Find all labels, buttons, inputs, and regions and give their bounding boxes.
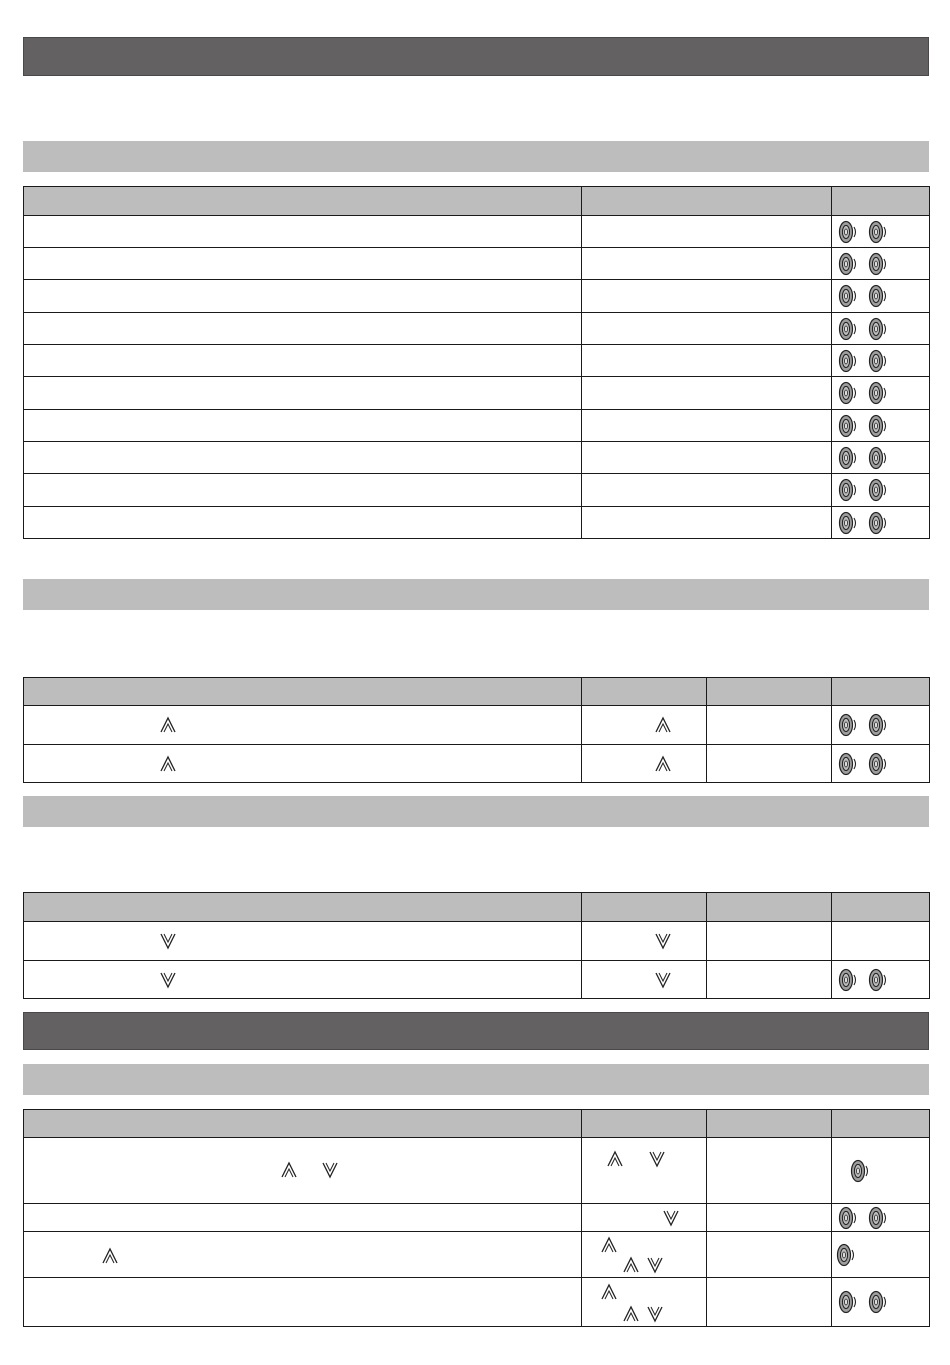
speaker-cell: [832, 248, 930, 280]
down-caret-icon: [321, 1161, 339, 1179]
table-row: [24, 1204, 930, 1232]
down-caret-icon: [662, 1209, 680, 1227]
table-row: [24, 745, 930, 783]
table-header-cell: [582, 893, 707, 922]
speaker-icon: [868, 1205, 888, 1231]
table-header-row: [24, 678, 930, 706]
section-header-bar: [23, 1012, 929, 1050]
table-header-cell: [707, 678, 832, 706]
speaker-cell: [832, 745, 930, 783]
table-row: [24, 377, 930, 410]
speaker-icon: [838, 413, 858, 439]
speaker-icon: [868, 380, 888, 406]
table-row: [24, 345, 930, 377]
speaker-cell: [832, 345, 930, 377]
table-header-cell: [582, 678, 707, 706]
speaker-icon: [838, 380, 858, 406]
table-2: [23, 677, 930, 783]
speaker-icon: [868, 219, 888, 245]
speaker-icon: [850, 1158, 870, 1184]
speaker-cell: [832, 474, 930, 507]
speaker-icon: [838, 477, 858, 503]
table-cell: [24, 961, 582, 999]
speaker-cell: [832, 706, 930, 745]
table-1: [23, 186, 930, 539]
table-row: [24, 1278, 930, 1327]
table-row: [24, 961, 930, 999]
up-caret-icon: [600, 1283, 618, 1301]
section-subheader-bar: [23, 1064, 929, 1095]
table-cell: [582, 1204, 707, 1232]
speaker-icon: [838, 283, 858, 309]
speaker-icon: [838, 219, 858, 245]
speaker-icon: [868, 712, 888, 738]
speaker-icon: [838, 510, 858, 536]
table-cell: [582, 961, 707, 999]
speaker-icon: [868, 751, 888, 777]
table-header-cell: [832, 678, 930, 706]
section-header-bar: [23, 37, 929, 76]
table-header-cell: [707, 893, 832, 922]
table-header-row: [24, 187, 930, 216]
table-row: [24, 922, 930, 961]
speaker-icon: [838, 751, 858, 777]
speaker-icon: [836, 1242, 856, 1268]
table-header-cell: [582, 187, 832, 216]
up-caret-icon: [622, 1305, 640, 1323]
speaker-cell: [832, 1278, 930, 1327]
table-row: [24, 410, 930, 442]
speaker-cell: [832, 410, 930, 442]
speaker-icon: [838, 1205, 858, 1231]
down-caret-icon: [159, 971, 177, 989]
speaker-cell: [832, 1138, 930, 1204]
table-cell: [582, 1232, 707, 1278]
table-row: [24, 442, 930, 474]
down-caret-icon: [654, 932, 672, 950]
speaker-icon: [838, 967, 858, 993]
speaker-icon: [868, 1289, 888, 1315]
down-caret-icon: [646, 1305, 664, 1323]
speaker-icon: [838, 251, 858, 277]
section-subheader-bar: [23, 796, 929, 827]
section-subheader-bar: [23, 141, 929, 172]
speaker-icon: [868, 348, 888, 374]
speaker-cell: [832, 313, 930, 345]
up-caret-icon: [654, 755, 672, 773]
speaker-icon: [868, 283, 888, 309]
table-cell: [24, 922, 582, 961]
table-3: [23, 892, 930, 999]
table-row: [24, 1232, 930, 1278]
table-4: [23, 1109, 930, 1327]
table-cell: [24, 1232, 582, 1278]
up-caret-icon: [622, 1256, 640, 1274]
table-row: [24, 507, 930, 539]
table-row: [24, 706, 930, 745]
section-subheader-bar: [23, 579, 929, 610]
down-caret-icon: [654, 971, 672, 989]
table-header-cell: [707, 1110, 832, 1138]
up-caret-icon: [654, 716, 672, 734]
table-header-cell: [582, 1110, 707, 1138]
down-caret-icon: [646, 1256, 664, 1274]
table-header-cell: [24, 187, 582, 216]
table-row: [24, 1138, 930, 1204]
speaker-cell: [832, 216, 930, 248]
table-header-cell: [832, 187, 930, 216]
up-caret-icon: [101, 1247, 119, 1265]
table-row: [24, 216, 930, 248]
speaker-icon: [868, 251, 888, 277]
table-cell: [582, 1278, 707, 1327]
table-cell: [582, 922, 707, 961]
speaker-cell: [832, 961, 930, 999]
table-cell: [582, 745, 707, 783]
table-header-row: [24, 893, 930, 922]
speaker-icon: [868, 510, 888, 536]
table-cell: [24, 745, 582, 783]
up-caret-icon: [159, 755, 177, 773]
up-caret-icon: [606, 1150, 624, 1168]
table-header-cell: [24, 1110, 582, 1138]
table-header-cell: [832, 1110, 930, 1138]
table-header-cell: [24, 893, 582, 922]
speaker-icon: [838, 712, 858, 738]
speaker-cell: [832, 280, 930, 313]
table-row: [24, 474, 930, 507]
up-caret-icon: [600, 1236, 618, 1254]
table-header-cell: [24, 678, 582, 706]
speaker-icon: [838, 348, 858, 374]
speaker-icon: [838, 1289, 858, 1315]
table-cell: [24, 1138, 582, 1204]
speaker-icon: [868, 967, 888, 993]
speaker-icon: [838, 445, 858, 471]
table-cell: [582, 706, 707, 745]
up-caret-icon: [159, 716, 177, 734]
up-caret-icon: [280, 1161, 298, 1179]
down-caret-icon: [159, 932, 177, 950]
table-header-row: [24, 1110, 930, 1138]
speaker-cell: [832, 1204, 930, 1232]
speaker-icon: [868, 445, 888, 471]
speaker-cell: [832, 442, 930, 474]
table-header-cell: [832, 893, 930, 922]
speaker-icon: [838, 316, 858, 342]
table-cell: [582, 1138, 707, 1204]
speaker-cell: [832, 1232, 930, 1278]
speaker-icon: [868, 413, 888, 439]
table-row: [24, 248, 930, 280]
table-cell: [24, 706, 582, 745]
table-row: [24, 313, 930, 345]
speaker-icon: [868, 316, 888, 342]
speaker-cell: [832, 507, 930, 539]
table-row: [24, 280, 930, 313]
down-caret-icon: [648, 1150, 666, 1168]
speaker-cell: [832, 377, 930, 410]
speaker-icon: [868, 477, 888, 503]
